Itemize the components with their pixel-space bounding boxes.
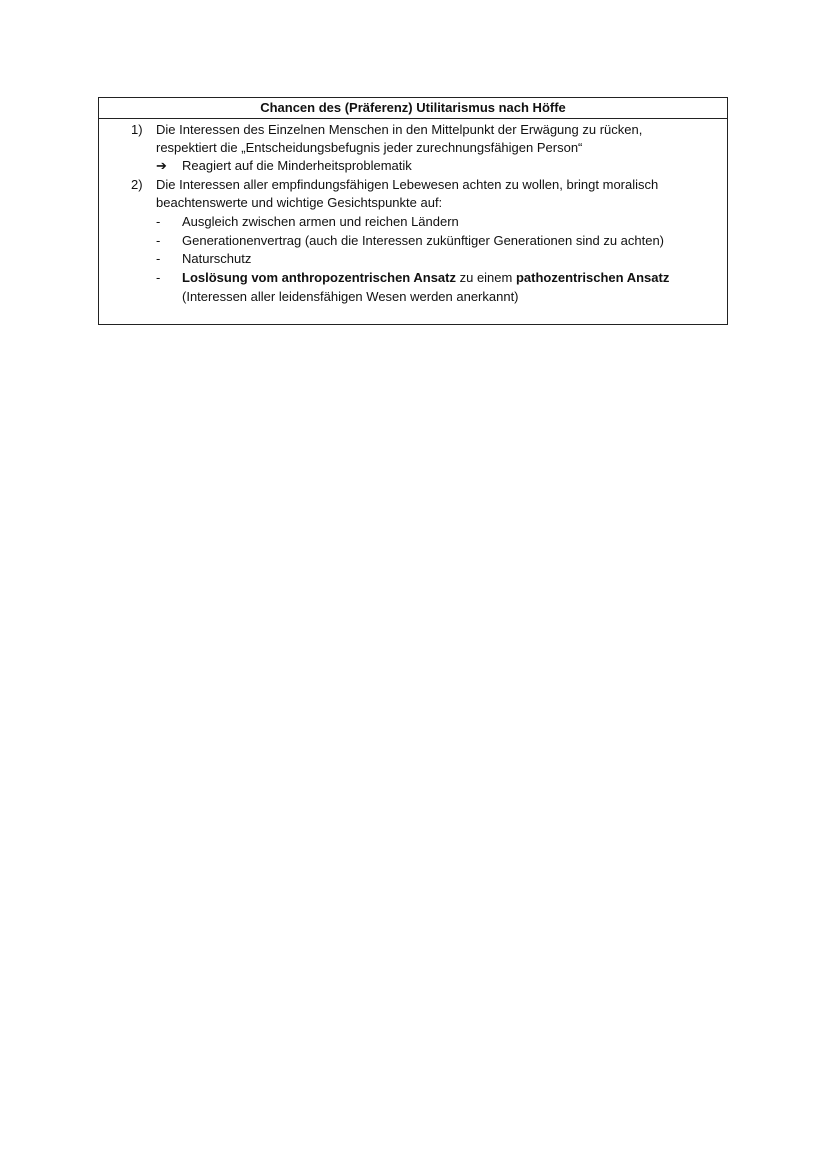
bullet-dash: - — [156, 270, 161, 285]
middle-phrase: zu einem — [455, 270, 516, 285]
bold-phrase-2: pathozentrischen Ansatz — [515, 270, 670, 285]
list-item: Naturschutz — [182, 251, 252, 266]
bullet-dash: - — [156, 233, 161, 248]
bullet-dash: - — [156, 251, 161, 266]
point-1-number: 1) — [131, 122, 143, 137]
point-2-line-1: Die Interessen aller empfindungsfähigen Lebewesen achten zu wollen, bringt moralisch — [156, 177, 659, 192]
list-item: Ausgleich zwischen armen und reichen Ländern — [182, 214, 459, 229]
table-content — [99, 119, 727, 324]
list-item-continuation: (Interessen aller leidensfähigen Wesen werden anerkannt) — [182, 289, 519, 304]
arrow-icon: ➔ — [156, 158, 167, 173]
table-title: Chancen des (Präferenz) Utilitarismus nach Höffe — [99, 98, 727, 119]
point-2-line-2: beachtenswerte und wichtige Gesichtspunkte auf: — [156, 195, 443, 210]
list-item-last — [182, 270, 669, 285]
point-1-line-1: Die Interessen des Einzelnen Menschen in den Mittelpunkt der Erwägung zu rücken, — [156, 122, 643, 137]
bullet-dash: - — [156, 214, 161, 229]
list-item: Generationenvertrag (auch die Interessen zukünftiger Generationen sind zu achten) — [182, 233, 665, 248]
bold-phrase-1: Loslösung vom anthropozentrischen Ansatz — [182, 270, 456, 285]
point-1-line-2: respektiert die „Entscheidungsbefugnis jeder zurechnungsfähigen Person“ — [156, 140, 583, 155]
point-1-consequence: Reagiert auf die Minderheitsproblematik — [182, 158, 412, 173]
info-table — [98, 97, 728, 325]
point-2-number: 2) — [131, 177, 143, 192]
